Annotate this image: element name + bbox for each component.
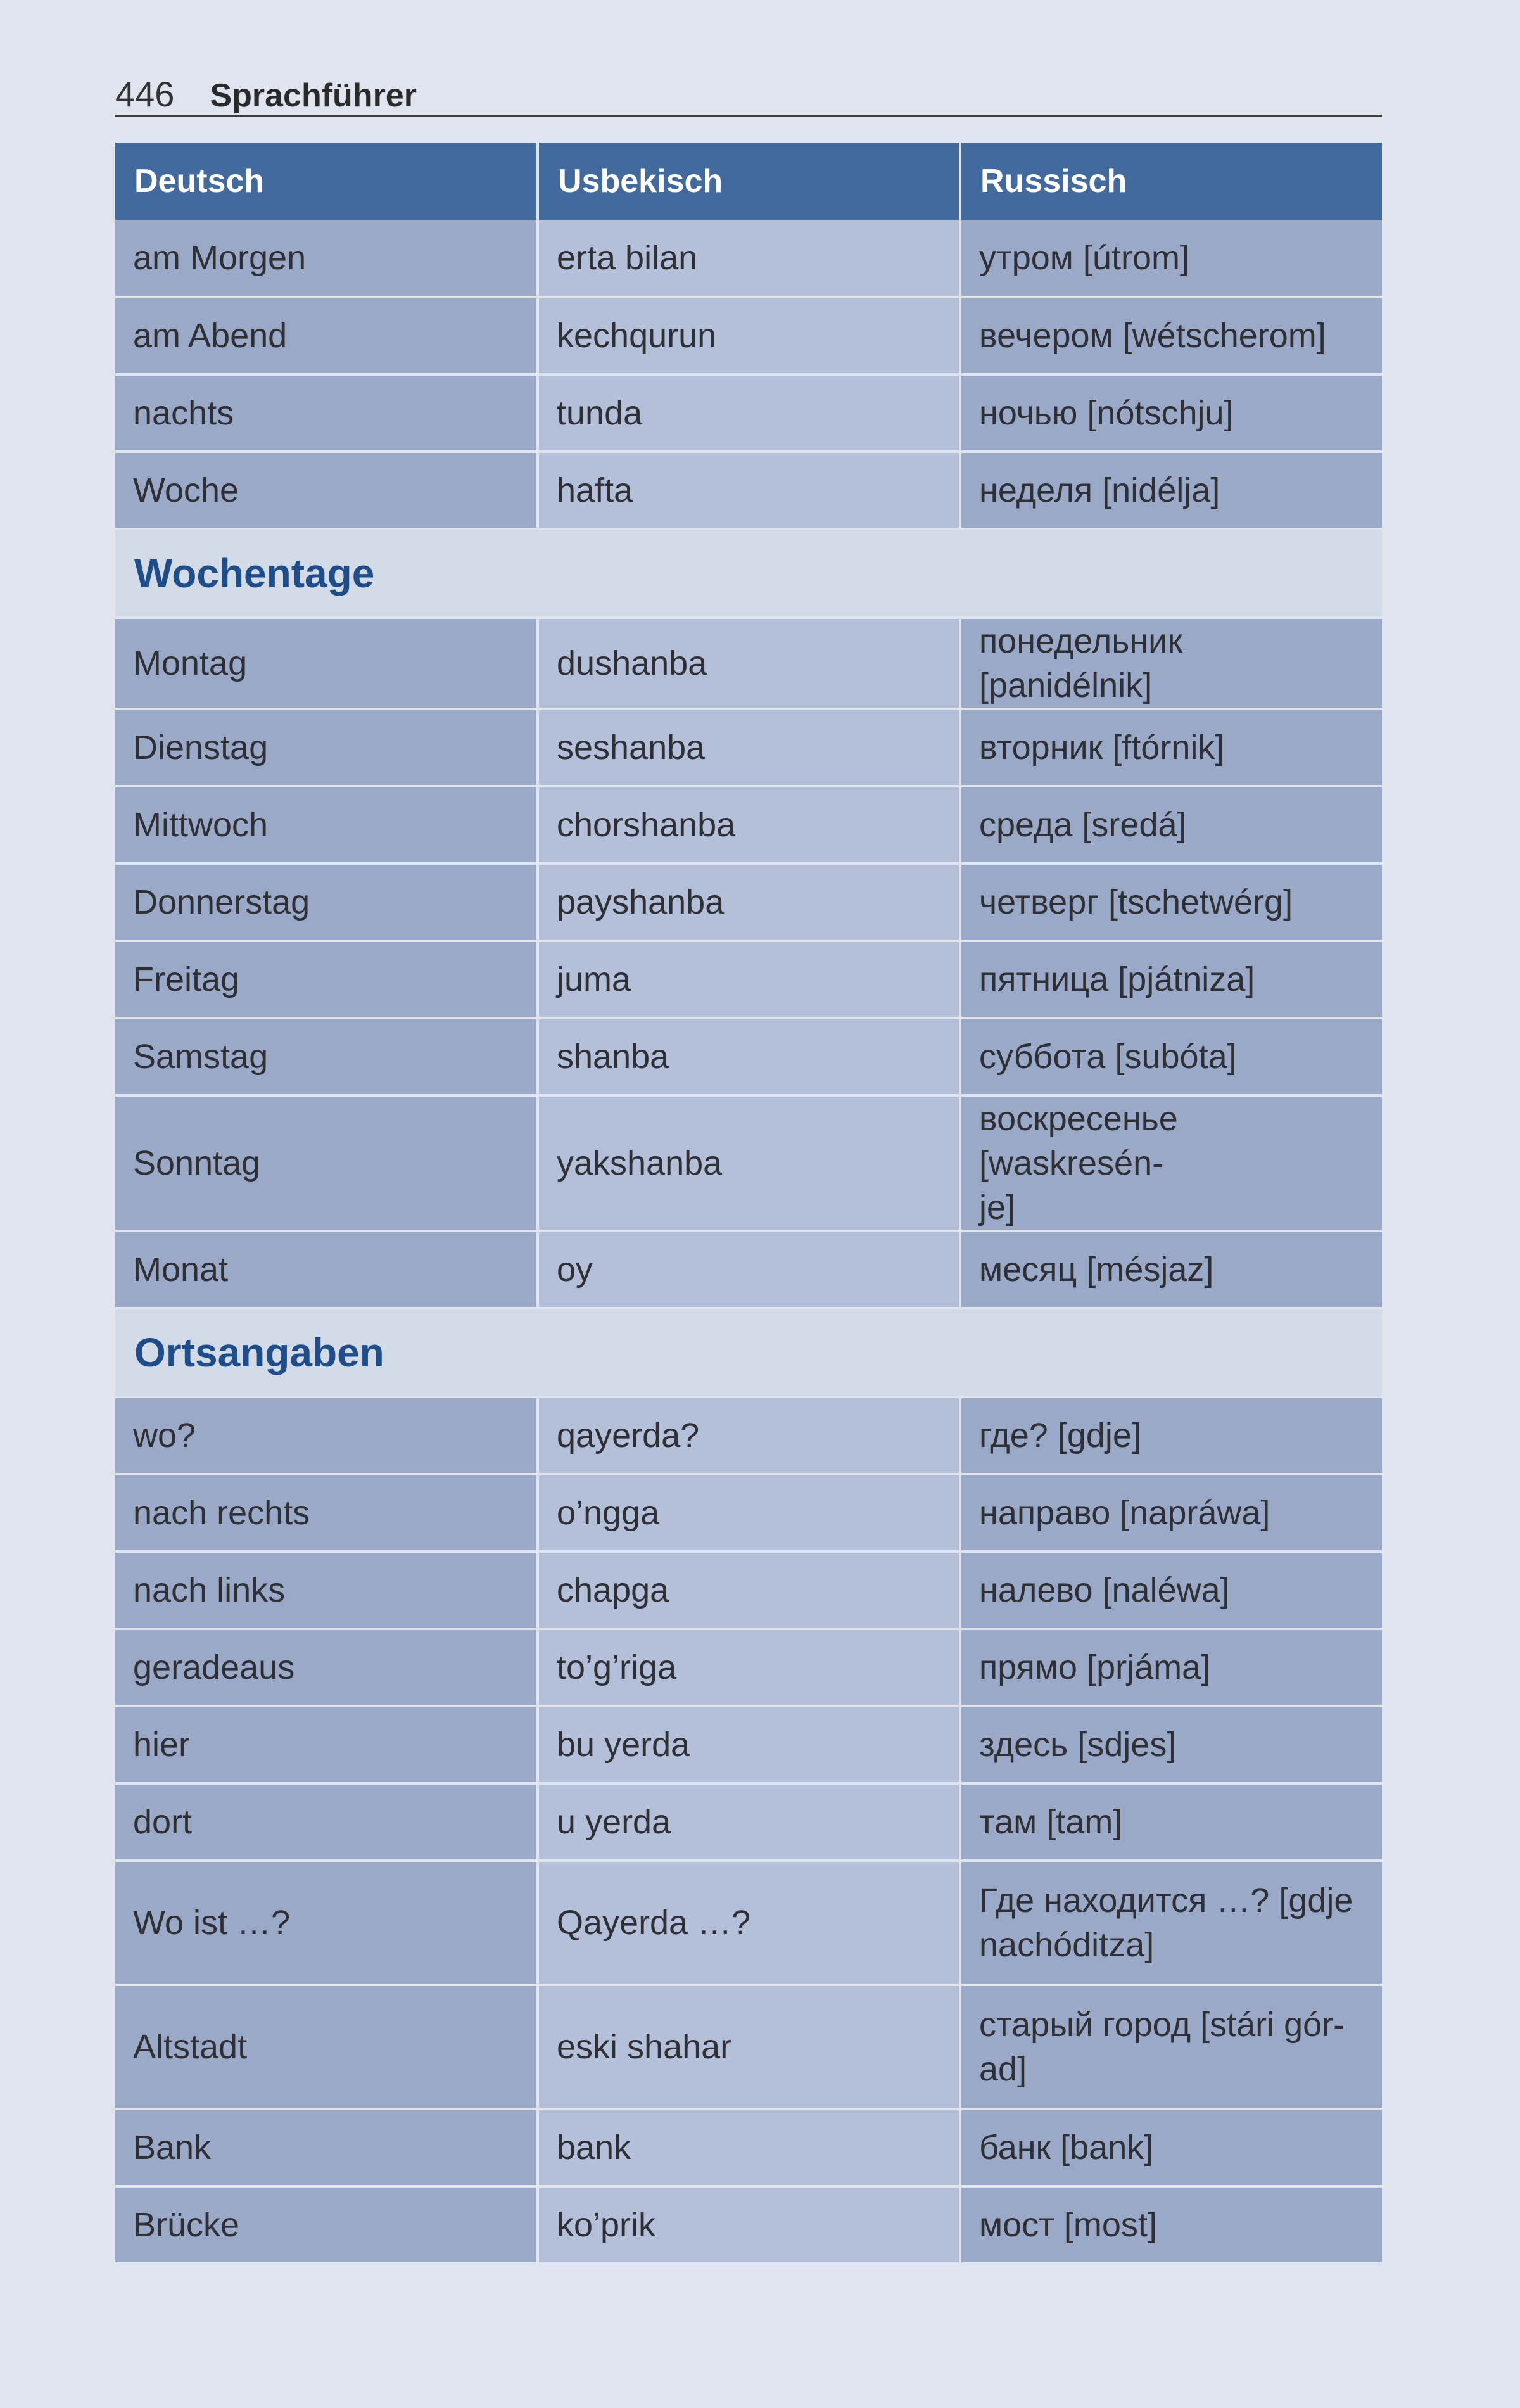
- german-cell: Brücke: [115, 2186, 538, 2264]
- german-cell: Bank: [115, 2109, 538, 2186]
- german-cell: am Morgen: [115, 220, 538, 297]
- table-row: [115, 1474, 1382, 1551]
- german-cell: geradeaus: [115, 1629, 538, 1706]
- german-cell: am Abend: [115, 297, 538, 374]
- table-row: [115, 941, 1382, 1018]
- uzbek-cell: to’g’riga: [538, 1629, 960, 1706]
- uzbek-cell: payshanba: [538, 863, 960, 941]
- russian-cell: среда [sredá]: [960, 786, 1382, 863]
- uzbek-cell: shanba: [538, 1018, 960, 1095]
- table-row: [115, 220, 1382, 297]
- german-cell: Sonntag: [115, 1095, 538, 1231]
- table-row: [115, 863, 1382, 941]
- russian-cell: утром [útrom]: [960, 220, 1382, 297]
- table-row: [115, 786, 1382, 863]
- german-cell: Samstag: [115, 1018, 538, 1095]
- russian-cell: неделя [nidélja]: [960, 452, 1382, 529]
- table-row: [115, 1231, 1382, 1308]
- table-row: [115, 1551, 1382, 1629]
- uzbek-cell: ko’prik: [538, 2186, 960, 2264]
- russian-cell: ночью [nótschju]: [960, 374, 1382, 452]
- german-cell: hier: [115, 1706, 538, 1783]
- table-row: [115, 1397, 1382, 1474]
- german-cell: Monat: [115, 1231, 538, 1308]
- russian-cell: вторник [ftórnik]: [960, 709, 1382, 786]
- uzbek-cell: oy: [538, 1231, 960, 1308]
- german-cell: Altstadt: [115, 1985, 538, 2109]
- table-row: [115, 297, 1382, 374]
- table-row: [115, 1095, 1382, 1231]
- russian-cell: пятница [pjátniza]: [960, 941, 1382, 1018]
- uzbek-cell: Qayerda …?: [538, 1861, 960, 1985]
- russian-cell: налево [naléwa]: [960, 1551, 1382, 1629]
- russian-cell: воскресенье [waskresén- je]: [960, 1095, 1382, 1231]
- uzbek-cell: juma: [538, 941, 960, 1018]
- section-heading: Wochentage: [115, 529, 1382, 618]
- uzbek-cell: dushanba: [538, 618, 960, 709]
- table-row: [115, 452, 1382, 529]
- german-cell: nachts: [115, 374, 538, 452]
- german-cell: Wo ist …?: [115, 1861, 538, 1985]
- vocabulary-table: [115, 143, 1382, 2265]
- russian-cell: здесь [sdjes]: [960, 1706, 1382, 1783]
- uzbek-cell: bu yerda: [538, 1706, 960, 1783]
- russian-cell: понедельник [panidélnik]: [960, 618, 1382, 709]
- uzbek-cell: qayerda?: [538, 1397, 960, 1474]
- section-heading-row: [115, 1308, 1382, 1397]
- column-header-russian: Russisch: [960, 143, 1382, 220]
- table-row: [115, 1783, 1382, 1861]
- german-cell: wo?: [115, 1397, 538, 1474]
- uzbek-cell: hafta: [538, 452, 960, 529]
- table-row: [115, 1706, 1382, 1783]
- column-header-german: Deutsch: [115, 143, 538, 220]
- russian-cell: там [tam]: [960, 1783, 1382, 1861]
- russian-cell: месяц [mésjaz]: [960, 1231, 1382, 1308]
- russian-cell: направо [napráwa]: [960, 1474, 1382, 1551]
- uzbek-cell: erta bilan: [538, 220, 960, 297]
- russian-cell: мост [most]: [960, 2186, 1382, 2264]
- russian-cell: вечером [wétscherom]: [960, 297, 1382, 374]
- german-cell: dort: [115, 1783, 538, 1861]
- uzbek-cell: seshanba: [538, 709, 960, 786]
- german-cell: Mittwoch: [115, 786, 538, 863]
- table-row: [115, 1018, 1382, 1095]
- uzbek-cell: o’ngga: [538, 1474, 960, 1551]
- table-row: [115, 1861, 1382, 1985]
- german-cell: nach links: [115, 1551, 538, 1629]
- uzbek-cell: u yerda: [538, 1783, 960, 1861]
- german-cell: Woche: [115, 452, 538, 529]
- german-cell: Donnerstag: [115, 863, 538, 941]
- table-row: [115, 618, 1382, 709]
- uzbek-cell: tunda: [538, 374, 960, 452]
- uzbek-cell: chorshanba: [538, 786, 960, 863]
- russian-cell: суббота [subóta]: [960, 1018, 1382, 1095]
- german-cell: Dienstag: [115, 709, 538, 786]
- german-cell: Freitag: [115, 941, 538, 1018]
- table-row: [115, 2186, 1382, 2264]
- uzbek-cell: yakshanba: [538, 1095, 960, 1231]
- table-body: [115, 220, 1382, 2264]
- page-header: [115, 70, 1382, 117]
- table-row: [115, 709, 1382, 786]
- russian-cell: банк [bank]: [960, 2109, 1382, 2186]
- column-header-uzbek: Usbekisch: [538, 143, 960, 220]
- page-number: 446: [115, 74, 175, 114]
- page-title: Sprachführer: [210, 77, 417, 114]
- russian-cell: прямо [prjáma]: [960, 1629, 1382, 1706]
- german-cell: nach rechts: [115, 1474, 538, 1551]
- russian-cell: Где находится …? [gdje nachóditza]: [960, 1861, 1382, 1985]
- table-row: [115, 374, 1382, 452]
- uzbek-cell: kechqurun: [538, 297, 960, 374]
- table-header-row: [115, 143, 1382, 220]
- section-heading: Ortsangaben: [115, 1308, 1382, 1397]
- russian-cell: где? [gdje]: [960, 1397, 1382, 1474]
- uzbek-cell: eski shahar: [538, 1985, 960, 2109]
- table-row: [115, 1629, 1382, 1706]
- russian-cell: четверг [tschetwérg]: [960, 863, 1382, 941]
- section-heading-row: [115, 529, 1382, 618]
- german-cell: Montag: [115, 618, 538, 709]
- uzbek-cell: bank: [538, 2109, 960, 2186]
- table-row: [115, 2109, 1382, 2186]
- russian-cell: старый город [stári gór- ad]: [960, 1985, 1382, 2109]
- uzbek-cell: chapga: [538, 1551, 960, 1629]
- table-row: [115, 1985, 1382, 2109]
